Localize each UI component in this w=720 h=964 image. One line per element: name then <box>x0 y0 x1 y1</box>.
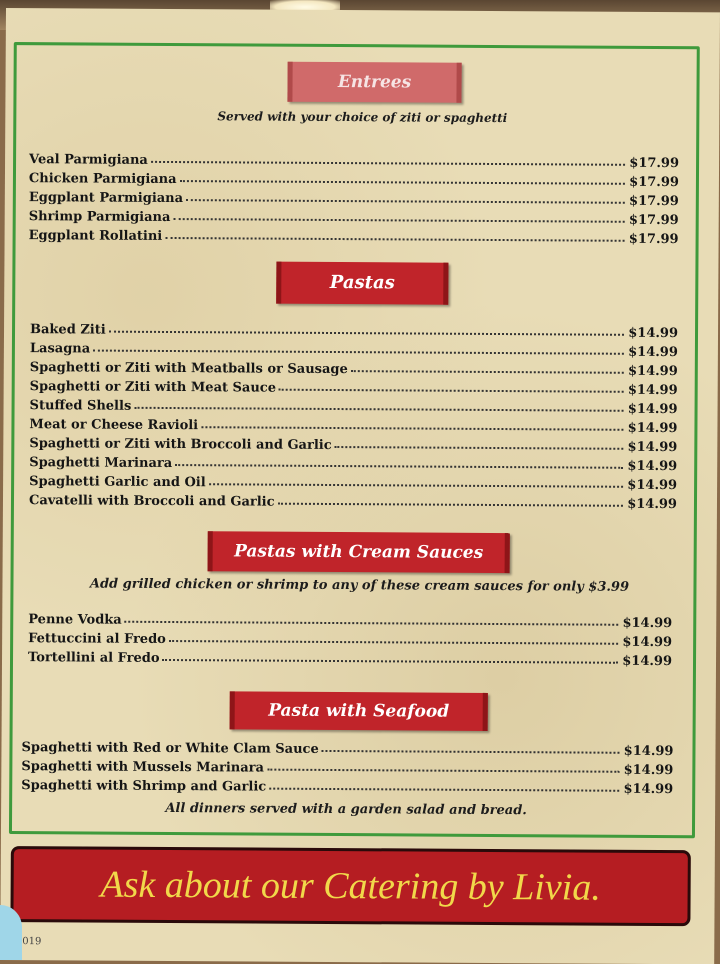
menu-item-price: $14.99 <box>627 363 678 380</box>
menu-item-price: $14.99 <box>628 344 678 361</box>
menu-item-name: Baked Ziti <box>29 322 106 338</box>
menu-item-price: $17.99 <box>629 174 679 191</box>
menu-item-name: Cavatelli with Broccoli and Garlic <box>28 493 275 510</box>
entrees-list <box>29 148 680 247</box>
menu-item-name: Chicken Parmigiana <box>28 171 177 188</box>
menu-item-row <box>29 470 677 493</box>
menu-item-row <box>29 432 677 455</box>
dot-leader <box>151 161 625 166</box>
dot-leader <box>169 640 619 645</box>
menu-item-price: $14.99 <box>627 382 678 399</box>
menu-item-row <box>29 413 677 436</box>
menu-item-row <box>21 774 673 797</box>
dot-leader <box>93 350 624 355</box>
menu-item-price: $14.99 <box>627 401 678 418</box>
pastas-list <box>29 318 678 512</box>
dot-leader <box>278 503 624 507</box>
menu-item-name: Spaghetti Garlic and Oil <box>29 474 206 491</box>
cream-sauces-banner: Pastas with Cream Sauces <box>208 531 510 573</box>
menu-item-row <box>28 646 672 669</box>
menu-page <box>0 8 720 964</box>
dot-leader <box>209 483 624 488</box>
menu-item-name: Meat or Cheese Ravioli <box>29 417 199 434</box>
menu-item-name: Fettuccini al Fredo <box>28 631 166 647</box>
menu-item-row <box>30 375 678 398</box>
menu-item-row <box>21 755 673 778</box>
menu-item-price: $17.99 <box>629 155 680 172</box>
dot-leader <box>351 370 624 374</box>
menu-item-price: $14.99 <box>627 439 678 456</box>
menu-item-name: Spaghetti Marinara <box>29 455 173 472</box>
menu-item-price: $14.99 <box>627 477 678 494</box>
dot-leader <box>186 199 625 204</box>
dot-leader <box>335 446 624 450</box>
dinners-note: All dinners served with a garden salad and bread. <box>165 800 527 819</box>
menu-item-name: Veal Parmigiana <box>29 152 148 168</box>
menu-item-row <box>29 186 679 209</box>
dot-leader <box>269 788 619 792</box>
menu-item-name: Spaghetti with Red or White Clam Sauce <box>21 740 319 757</box>
menu-item-name: Spaghetti with Shrimp and Garlic <box>21 778 267 795</box>
dot-leader <box>175 464 623 469</box>
cream-sauces-note: Add grilled chicken or shrimp to any of these cream sauces for only $3.99 <box>89 576 630 595</box>
menu-item-name: Stuffed Shells <box>29 398 132 414</box>
menu-item-name: Eggplant Parmigiana <box>28 190 184 207</box>
dot-leader <box>125 621 619 626</box>
menu-item-row <box>29 167 679 190</box>
dot-leader <box>180 180 626 185</box>
menu-item-price: $17.99 <box>628 231 679 248</box>
dot-leader <box>173 218 625 223</box>
menu-item-price: $14.99 <box>628 325 679 342</box>
menu-item-price: $14.99 <box>622 615 673 632</box>
menu-item-row <box>29 489 677 512</box>
dot-leader <box>201 426 624 431</box>
seafood-banner: Pasta with Seafood <box>230 691 488 731</box>
menu-item-name: Spaghetti or Ziti with Meatballs or Sausage <box>29 360 348 378</box>
menu-item-price: $14.99 <box>627 496 678 513</box>
menu-item-name: Spaghetti or Ziti with Meat Sauce <box>29 379 277 396</box>
menu-item-row <box>21 736 673 759</box>
menu-item-row <box>28 627 672 650</box>
dot-leader <box>279 389 624 393</box>
menu-item-name: Shrimp Parmigiana <box>28 209 171 226</box>
menu-item-price: $14.99 <box>623 781 674 798</box>
menu-item-row <box>30 356 678 379</box>
menu-item-price: $14.99 <box>627 458 678 475</box>
seafood-list <box>21 736 673 797</box>
dot-leader <box>267 769 620 773</box>
menu-item-price: $14.99 <box>622 653 673 670</box>
menu-item-name: Tortellini al Fredo <box>27 650 160 666</box>
entrees-banner: Entrees <box>287 62 461 103</box>
menu-item-row <box>30 394 678 417</box>
menu-item-price: $14.99 <box>627 420 678 437</box>
menu-item-row <box>29 224 679 247</box>
dot-leader <box>162 659 618 664</box>
dot-leader <box>109 331 625 336</box>
dot-leader <box>322 750 620 754</box>
menu-item-name: Lasagna <box>29 341 91 357</box>
menu-item-row <box>29 451 677 474</box>
entrees-subtitle: Served with your choice of ziti or spaghetti <box>217 109 508 126</box>
pastas-banner: Pastas <box>276 262 448 305</box>
year-footer: 019 <box>22 936 42 948</box>
menu-item-row <box>29 205 679 228</box>
menu-item-price: $17.99 <box>629 193 679 210</box>
menu-item-row <box>29 148 679 171</box>
menu-item-name: Eggplant Rollatini <box>28 228 163 244</box>
menu-item-price: $14.99 <box>622 634 673 651</box>
menu-item-price: $14.99 <box>623 743 674 760</box>
menu-item-name: Penne Vodka <box>28 612 122 628</box>
catering-banner: Ask about our Catering by Livia. <box>10 846 690 926</box>
menu-item-price: $17.99 <box>628 212 679 229</box>
dot-leader <box>134 407 624 412</box>
cream-sauces-list <box>28 608 672 669</box>
dot-leader <box>165 237 625 242</box>
menu-item-price: $14.99 <box>623 762 674 779</box>
menu-item-name: Spaghetti or Ziti with Broccoli and Garlic <box>29 436 332 453</box>
menu-item-name: Spaghetti with Mussels Marinara <box>21 759 265 776</box>
